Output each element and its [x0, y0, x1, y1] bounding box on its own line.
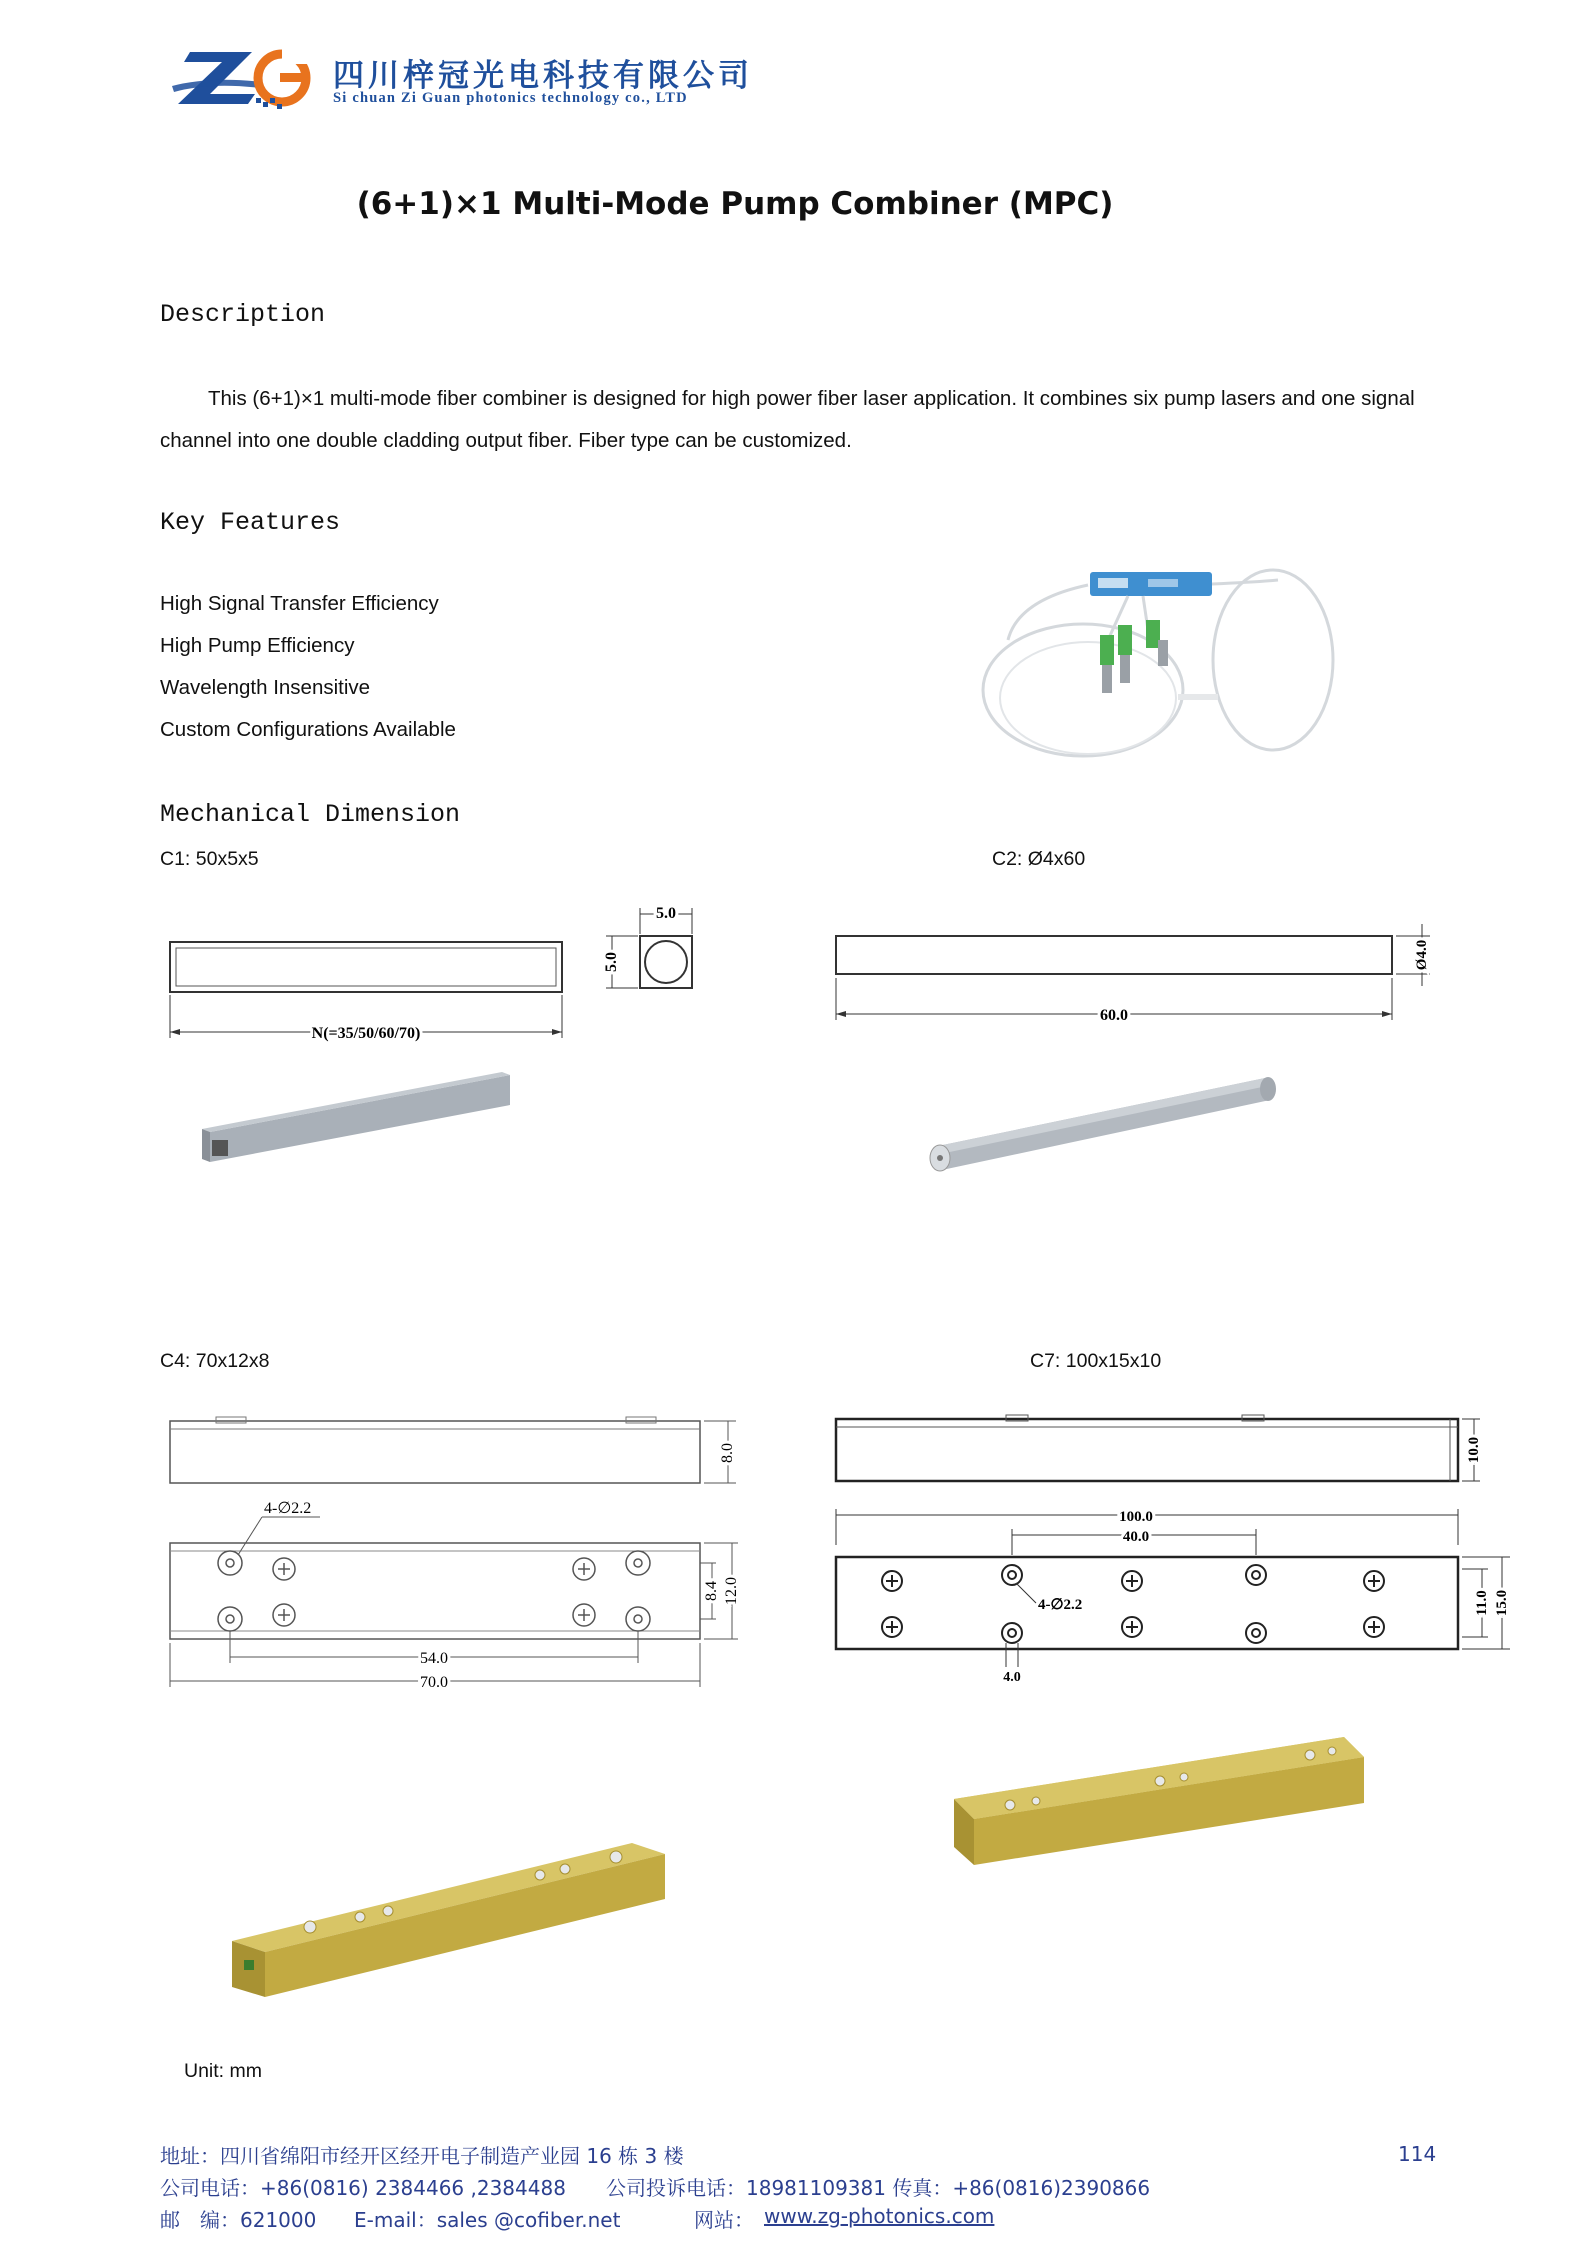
description-paragraph: This (6+1)×1 multi-mode fiber combiner is designed for high power fiber laser application. It combines six pump lasers and one signal channel into one double cladding output fiber. Fiber type can be customized.	[160, 387, 1415, 452]
unit-note: Unit: mm	[184, 2060, 262, 2082]
footer-website-link[interactable]: www.zg-photonics.com	[764, 2204, 995, 2228]
feature-item: Custom Configurations Available	[160, 718, 456, 741]
c7-dim-width: 15.0	[1494, 1589, 1510, 1617]
feature-item: High Signal Transfer Efficiency	[160, 592, 439, 615]
c4-dim-length: 70.0	[420, 1674, 448, 1691]
c4-dim-hole: 4-∅2.2	[264, 1500, 312, 1517]
footer-address: 地址：四川省绵阳市经开区经开电子制造产业园 16 栋 3 楼	[160, 2144, 684, 2168]
c7-dim-hole: 4-∅2.2	[1038, 1597, 1083, 1613]
product-photo	[978, 560, 1338, 770]
features-heading: Key Features	[160, 508, 341, 537]
footer-email: E-mail：sales @cofiber.net	[354, 2208, 621, 2232]
feature-item: High Pump Efficiency	[160, 634, 355, 657]
page-title: (6+1)×1 Multi-Mode Pump Combiner (MPC)	[356, 186, 1114, 222]
footer-postcode: 邮 编：621000	[160, 2208, 317, 2232]
c1-dim-width: 5.0	[656, 905, 676, 922]
c1-dim-height: 5.0	[603, 952, 620, 972]
c2-drawing	[820, 900, 1440, 1200]
c2-dim-dia: Ø4.0	[1414, 939, 1430, 971]
c4-dim-pitch: 54.0	[420, 1650, 448, 1667]
c4-dim-width: 12.0	[723, 1577, 740, 1605]
c4-dim-height: 8.0	[719, 1443, 736, 1463]
c7-dim-length: 100.0	[1119, 1509, 1153, 1525]
c7-dim-height: 10.0	[1466, 1436, 1482, 1464]
company-name-cn: 四川梓冠光电科技有限公司	[333, 58, 753, 94]
c4-drawing	[160, 1405, 780, 2035]
c4-label: C4: 70x12x8	[160, 1350, 270, 1372]
page-number: 114	[1398, 2142, 1437, 2166]
c7-dim-inner: 11.0	[1474, 1590, 1490, 1616]
footer-phone: 公司电话：+86(0816) 2384466 ,2384488	[160, 2176, 566, 2200]
c7-drawing	[820, 1405, 1520, 1965]
company-name-en: Si chuan Zi Guan photonics technology co., LTD	[333, 90, 688, 106]
c7-dim-offset: 4.0	[1003, 1670, 1021, 1685]
c1-drawing	[160, 900, 720, 1220]
feature-item: Wavelength Insensitive	[160, 676, 371, 699]
c2-dim-length: 60.0	[1100, 1007, 1128, 1024]
c4-dim-inner: 8.4	[703, 1581, 720, 1601]
footer-website-label: 网站：	[694, 2208, 754, 2232]
description-heading: Description	[160, 300, 326, 329]
zg-logo-icon	[170, 42, 320, 114]
c7-label: C7: 100x15x10	[1030, 1350, 1162, 1372]
c2-label: C2: Ø4x60	[992, 848, 1086, 870]
mechanical-heading: Mechanical Dimension	[160, 800, 461, 829]
c1-label: C1: 50x5x5	[160, 848, 259, 870]
features-list	[160, 592, 456, 760]
c7-dim-pitch: 40.0	[1122, 1529, 1150, 1545]
footer-complaint: 公司投诉电话：18981109381 传真：+86(0816)2390866	[606, 2176, 1151, 2200]
description-text	[160, 378, 1450, 462]
company-logo	[170, 42, 320, 114]
c1-dim-length: N(=35/50/60/70)	[311, 1025, 421, 1042]
